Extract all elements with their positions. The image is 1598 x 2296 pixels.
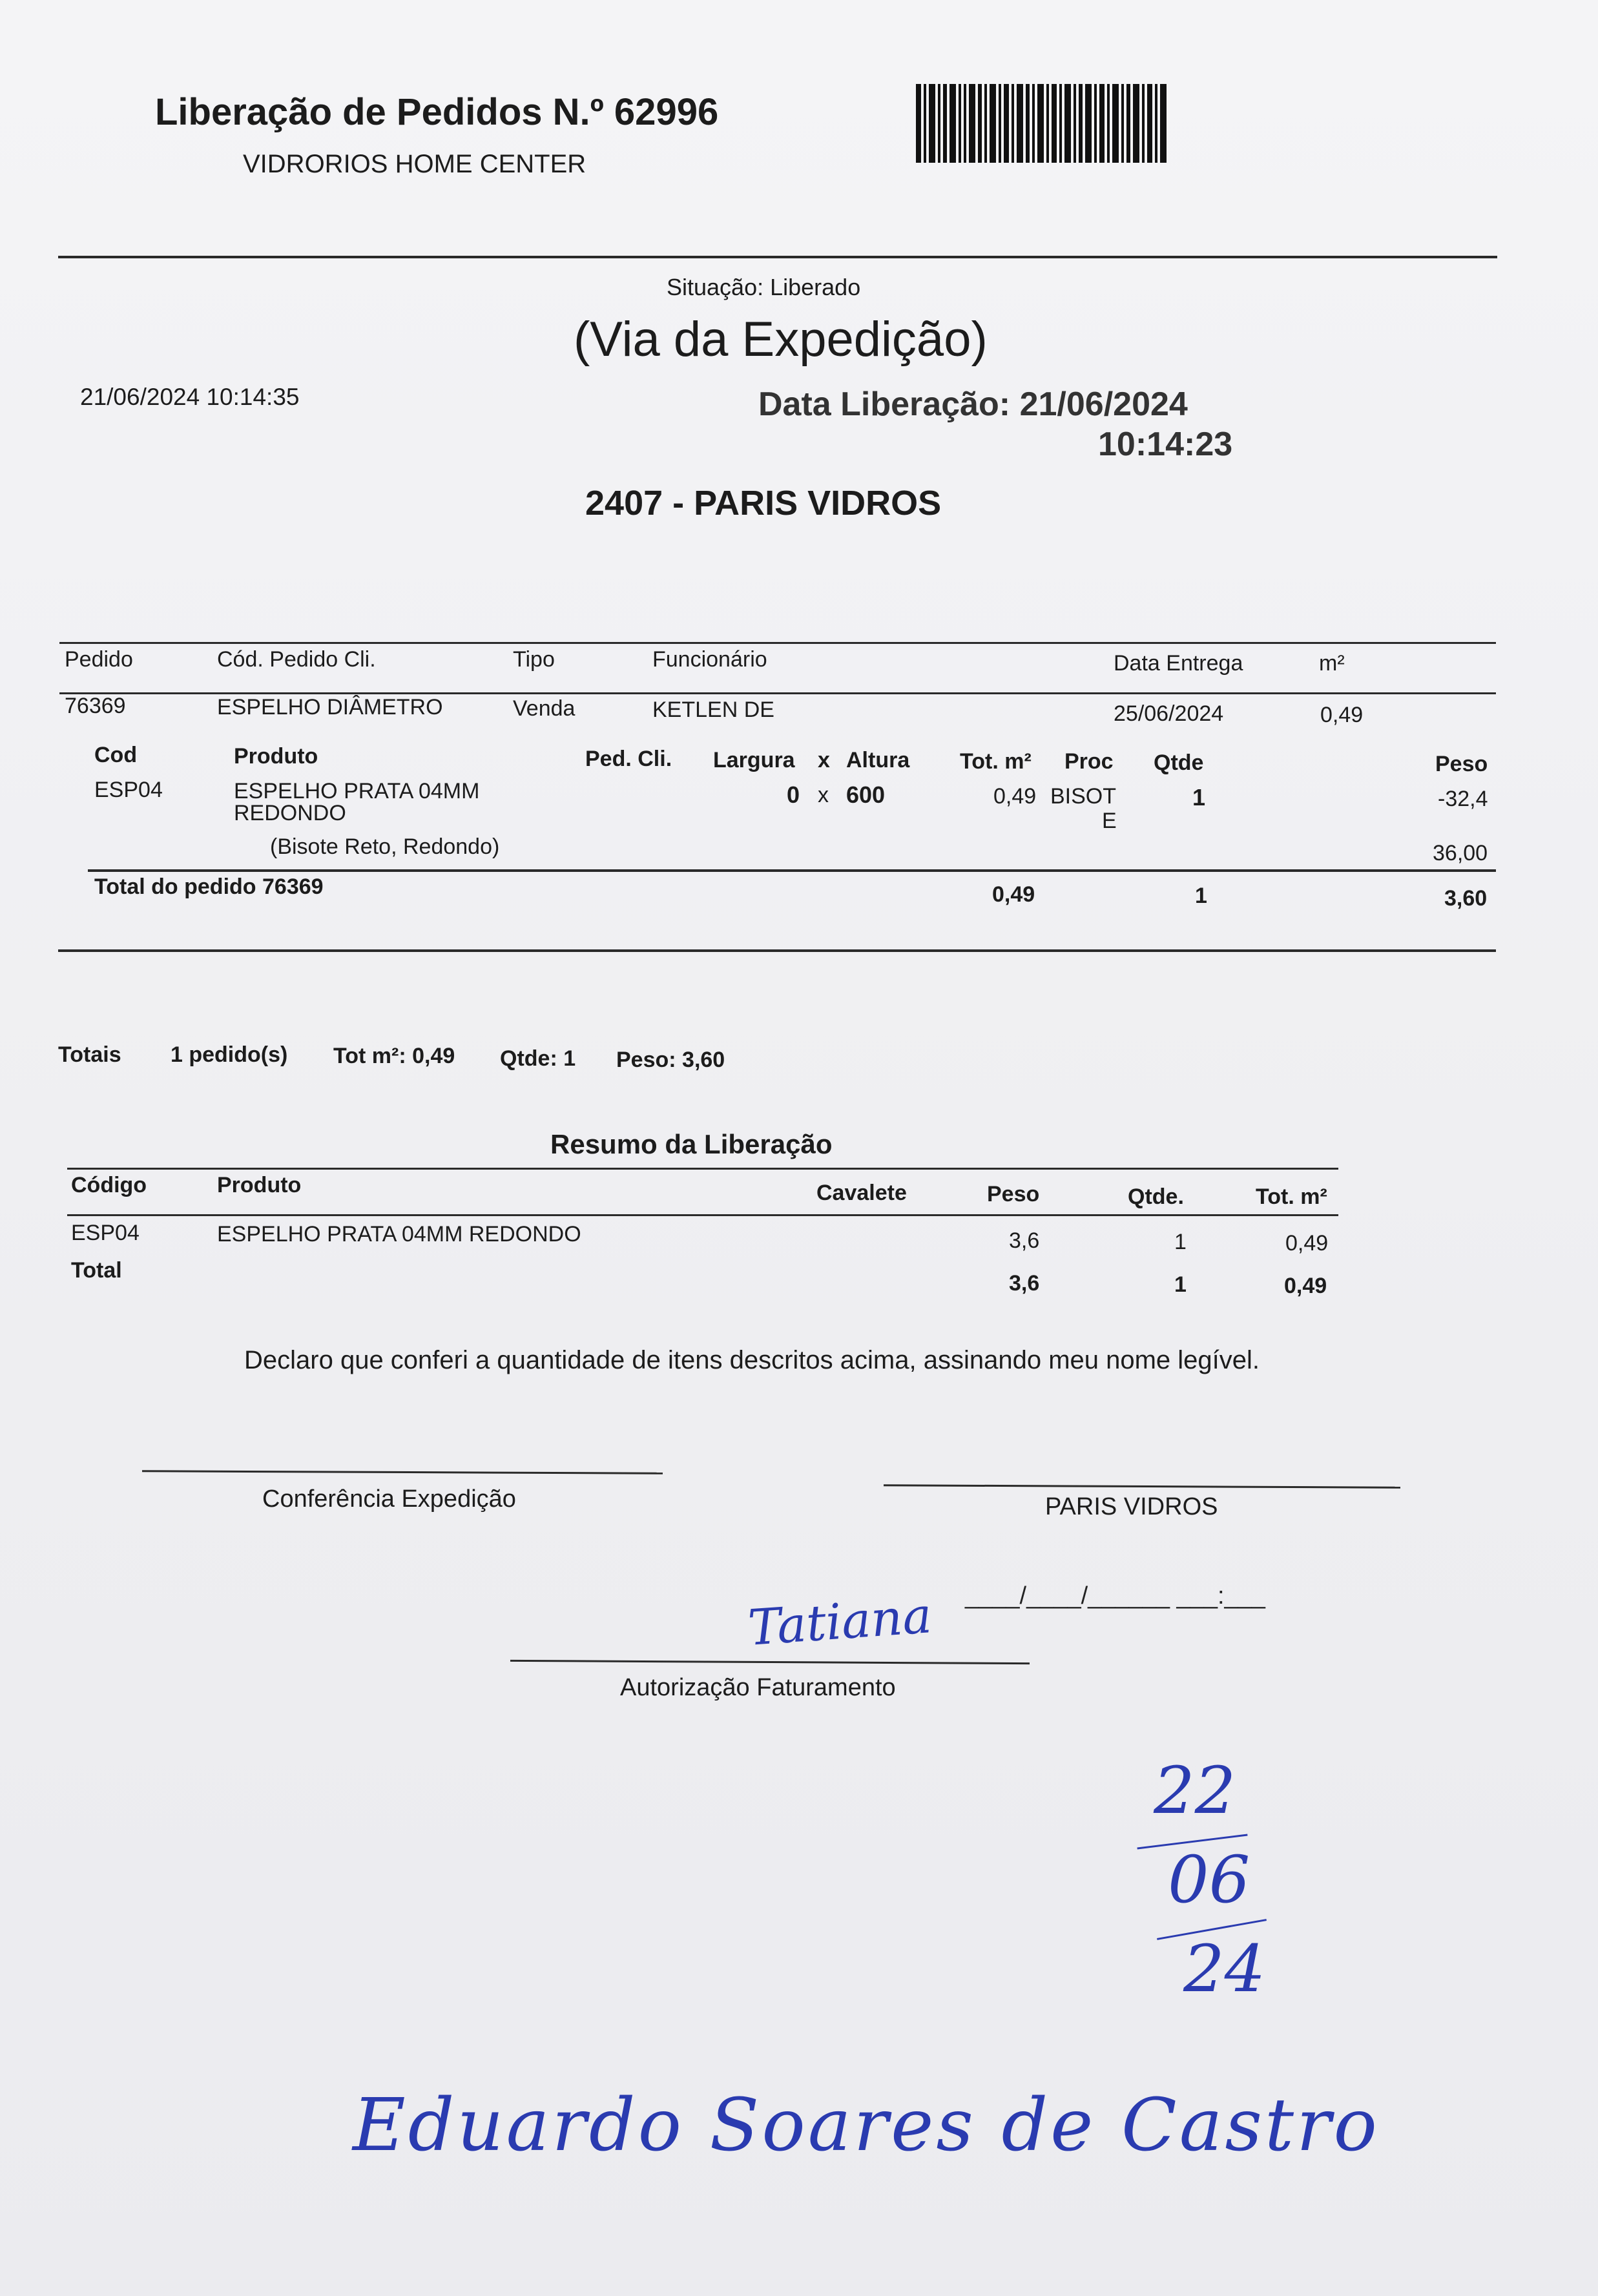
order-total-m2: 0,49 (992, 882, 1035, 907)
totals-weight: Peso: 3,60 (616, 1048, 725, 1072)
signature-label-autorizacao: Autorização Faturamento (620, 1674, 896, 1701)
item-header-x: x (818, 748, 830, 772)
copy-label: (Via da Expedição) (574, 312, 988, 367)
item-header-cod: Cod (94, 743, 138, 767)
summary-top-rule (67, 1168, 1338, 1170)
client-name: 2407 - PARIS VIDROS (585, 484, 942, 522)
summary-total-tot-m2: 0,49 (1284, 1274, 1327, 1298)
summary-header-qtde: Qtde. (1128, 1184, 1184, 1209)
item-header-produto: Produto (234, 744, 318, 769)
signature-line-conferencia (142, 1470, 663, 1474)
order-total-qtde: 1 (1195, 884, 1207, 908)
summary-title: Resumo da Liberação (550, 1129, 833, 1159)
item-detail: (Bisote Reto, Redondo) (270, 834, 500, 859)
item-tot-m2: 0,49 (993, 784, 1037, 809)
barcode (916, 84, 1167, 163)
col-header-tipo: Tipo (513, 647, 555, 672)
order-employee: KETLEN DE (652, 698, 774, 722)
item-header-altura: Altura (846, 748, 910, 772)
summary-header-rule (67, 1214, 1338, 1216)
printed-timestamp: 21/06/2024 10:14:35 (80, 384, 300, 410)
col-header-cod-pedido-cli: Cód. Pedido Cli. (217, 647, 376, 672)
col-header-data-entrega: Data Entrega (1114, 651, 1243, 676)
declaration-text: Declaro que conferi a quantidade de itens descritos acima, assinando meu nome legível. (244, 1346, 1260, 1374)
summary-row-produto: ESPELHO PRATA 04MM REDONDO (217, 1222, 581, 1246)
summary-header-codigo: Código (71, 1173, 147, 1197)
handwritten-signature-tatiana: Tatiana (746, 1586, 934, 1657)
status-text: Situação: Liberado (667, 274, 861, 300)
summary-header-produto: Produto (217, 1173, 302, 1197)
handwritten-name-signature: Eduardo Soares de Castro (353, 2084, 1380, 2167)
signature-label-conferencia: Conferência Expedição (262, 1485, 516, 1513)
item-width: 0 (787, 781, 800, 808)
summary-row-tot-m2: 0,49 (1285, 1231, 1329, 1256)
order-total-rule (88, 869, 1496, 872)
item-product-line2: REDONDO (234, 801, 346, 825)
item-header-largura: Largura (713, 748, 795, 772)
summary-total-label: Total (71, 1258, 122, 1283)
summary-row-codigo: ESP04 (71, 1221, 140, 1245)
order-m2: 0,49 (1320, 703, 1364, 727)
header-divider (58, 256, 1497, 258)
summary-header-peso: Peso (987, 1182, 1040, 1206)
item-weight-secondary: 36,00 (1433, 841, 1488, 865)
order-delivery-date: 25/06/2024 (1114, 701, 1224, 726)
summary-total-qtde: 1 (1174, 1272, 1187, 1297)
item-header-peso: Peso (1435, 752, 1488, 776)
item-qtde: 1 (1192, 784, 1206, 811)
order-total-weight: 3,60 (1444, 886, 1488, 911)
item-weight: -32,4 (1438, 787, 1488, 811)
summary-row-peso: 3,6 (1009, 1228, 1040, 1253)
handwritten-date-month: 06 (1168, 1842, 1250, 1918)
handwritten-date-year: 24 (1183, 1931, 1266, 2007)
signature-label-client: PARIS VIDROS (1045, 1493, 1218, 1520)
release-time: 10:14:23 (1098, 426, 1233, 463)
item-proc-line1: BISOT (1050, 784, 1117, 809)
summary-header-cavalete: Cavalete (816, 1181, 907, 1205)
item-proc-line2: E (1102, 809, 1117, 833)
totals-qtde: Qtde: 1 (500, 1046, 576, 1071)
order-type: Venda (513, 696, 576, 721)
orders-header-rule (59, 692, 1496, 694)
summary-row-qtde: 1 (1174, 1230, 1187, 1254)
signature-line-client (884, 1484, 1400, 1488)
item-header-proc: Proc (1064, 749, 1114, 774)
item-product-line1: ESPELHO PRATA 04MM (234, 779, 480, 803)
item-cod: ESP04 (94, 778, 163, 802)
summary-header-tot-m2: Tot. m² (1256, 1184, 1327, 1209)
item-header-qtde: Qtde (1154, 750, 1204, 775)
date-time-blank: ____/____/______ ___:___ (965, 1582, 1265, 1609)
totals-label: Totais (58, 1042, 121, 1067)
signature-line-autorizacao (510, 1660, 1030, 1664)
order-total-label: Total do pedido 76369 (94, 874, 324, 899)
col-header-pedido: Pedido (65, 647, 133, 672)
summary-total-peso: 3,6 (1009, 1271, 1040, 1296)
order-client-code: ESPELHO DIÂMETRO (217, 695, 443, 719)
item-x: x (818, 783, 829, 807)
totals-orders: 1 pedido(s) (171, 1042, 288, 1067)
document-title: Liberação de Pedidos N.º 62996 (155, 91, 719, 133)
item-height: 600 (846, 781, 886, 808)
handwritten-date-day: 22 (1154, 1753, 1236, 1828)
item-header-tot-m2: Tot. m² (960, 749, 1032, 774)
totals-m2: Tot m²: 0,49 (333, 1044, 455, 1068)
company-name: VIDRORIOS HOME CENTER (243, 150, 586, 178)
col-header-m2: m² (1319, 651, 1345, 676)
col-header-funcionario: Funcionário (652, 647, 767, 672)
orders-bottom-rule (58, 949, 1496, 952)
item-header-ped-cli: Ped. Cli. (585, 747, 672, 771)
order-number: 76369 (65, 694, 126, 718)
release-date: Data Liberação: 21/06/2024 (758, 386, 1188, 423)
orders-top-rule (59, 642, 1496, 644)
